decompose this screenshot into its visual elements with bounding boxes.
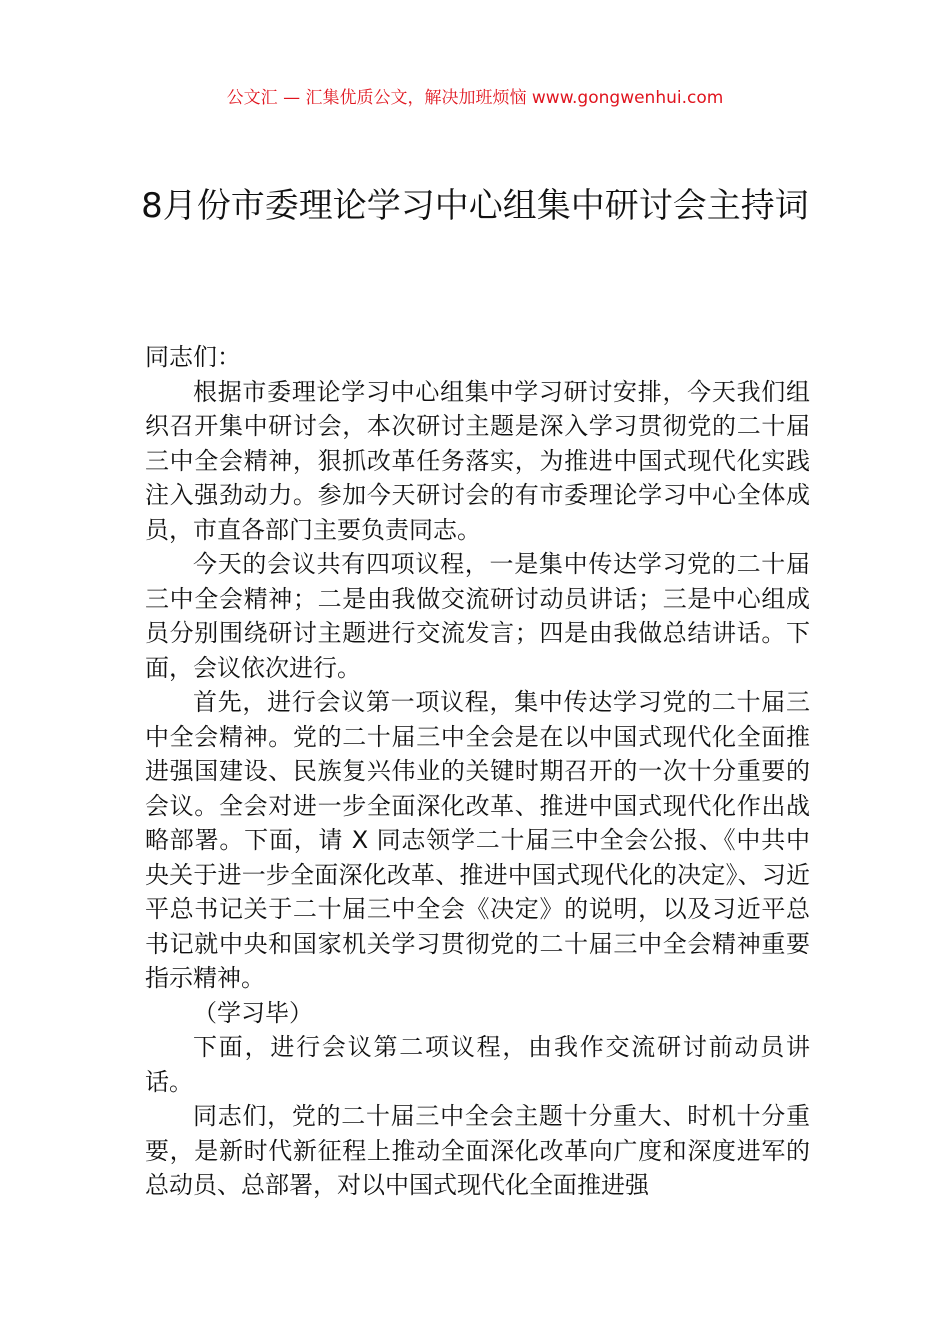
paragraph-agenda: 今天的会议共有四项议程，一是集中传达学习党的二十届三中全会精神；二是由我做交流研讨动员讲话；三是中心组成员分别围绕研讨主题进行交流发言；四是由我做总结讲话。下面，会议依次进行。 [145,550,810,682]
site-banner: 公文汇 — 汇集优质公文，解决加班烦恼 www.gongwenhui.com [226,88,724,108]
paragraph-second-item: 下面，进行会议第二项议程，由我作交流研讨前动员讲话。 [145,1033,810,1096]
paragraph-first-item: 首先，进行会议第一项议程，集中传达学习党的二十届三中全会精神。党的二十届三中全会是在以中国式现代化全面推进强国建设、民族复兴伟业的关键时期召开的一次十分重要的会议。全会对进一步全面深化改革、推进中国式现代化作出战略部署。下面，请 X 同志领学二十届三中全会公报、《中共中央关于进一步全面深化改革、推进中国式现代化的决定》、习近平总书记关于二十届三中全会《决定》的说明，以及习近平总书记就中央和国家机关学习贯彻党的二十届三中全会精神重要指示精神。 [145,688,810,992]
salutation: 同志们： [145,343,241,371]
paragraph-intro: 根据市委理论学习中心组集中学习研讨安排，今天我们组织召开集中研讨会，本次研讨主题是深入学习贯彻党的二十届三中全会精神，狠抓改革任务落实，为推进中国式现代化实践注入强劲动力。参加今天研讨会的有市委理论学习中心全体成员，市直各部门主要负责同志。 [145,377,810,544]
paragraph-study-done: （学习毕） [193,998,313,1027]
document-title: 8月份市委理论学习中心组集中研讨会主持词 [141,186,809,226]
paragraph-speech: 同志们，党的二十届三中全会主题十分重大、时机十分重要，是新时代新征程上推动全面深化改革向广度和深度进军的总动员、总部署，对以中国式现代化全面推进强 [145,1102,810,1199]
document-body [145,340,810,1203]
